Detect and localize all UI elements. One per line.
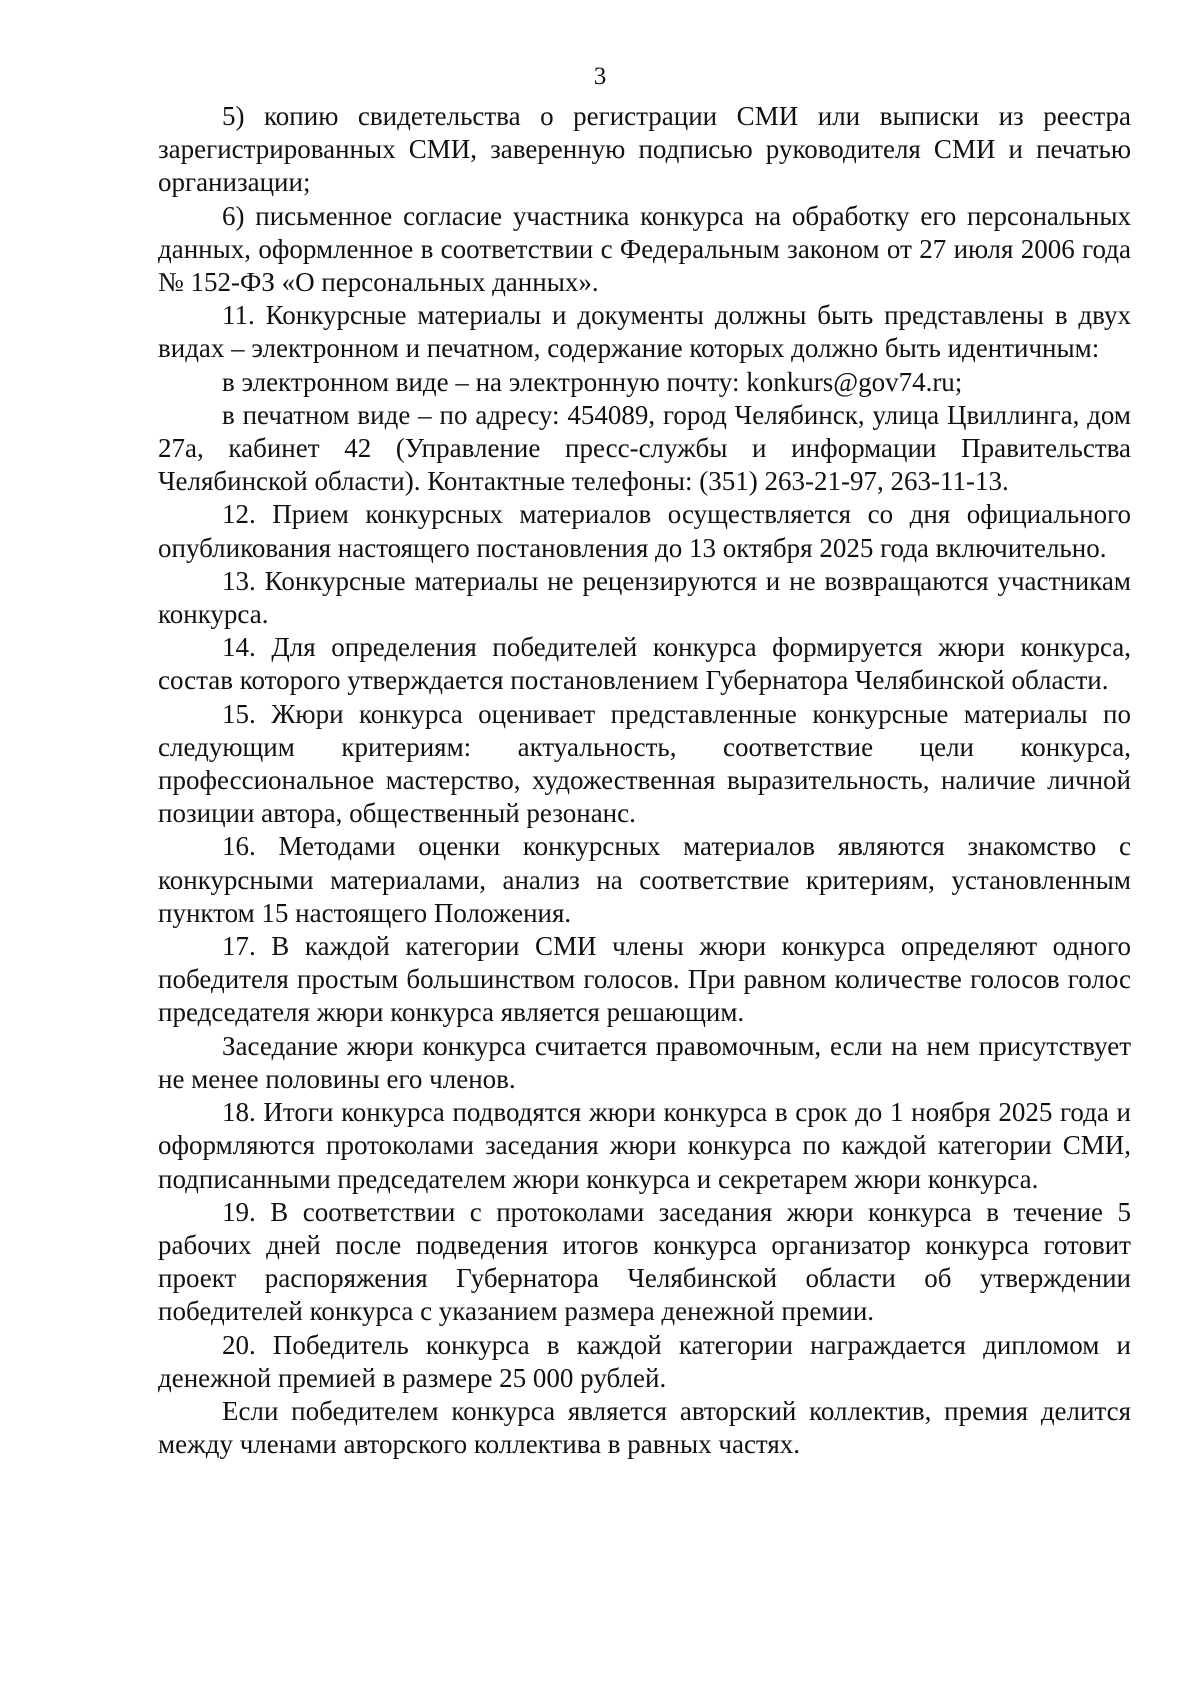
- paragraph-20-collective: Если победителем конкурса является авторский коллектив, премия делится между членами авторского коллектива в равных частях.: [158, 1395, 1131, 1460]
- paragraph-14: 14. Для определения победителей конкурса формируется жюри конкурса, состав которого утверждается постановлением Губернатора Челябинской области.: [158, 632, 1131, 696]
- paragraph-19: 19. В соответствии с протоколами заседания жюри конкурса в течение 5 рабочих дней после подведения итогов конкурса организатор конкурса готовит проект распоряжения Губернатора Челябинской области об утверждении победителей конкурса с указанием размера денежной премии.: [158, 1196, 1131, 1327]
- page-number: 3: [593, 63, 607, 90]
- paragraph-item-6: 6) письменное согласие участника конкурса на обработку его персональных данных, оформленное в соответствии с Федеральным законом от 27 июля 2006 года № 152-ФЗ «О персональных данных».: [158, 200, 1131, 298]
- paragraph-17: 17. В каждой категории СМИ члены жюри конкурса определяют одного победителя простым большинством голосов. При равном количестве голосов голос председателя жюри конкурса является решающим.: [158, 931, 1131, 1028]
- paragraph-17-quorum: Заседание жюри конкурса считается правомочным, если на нем присутствует не менее половины его членов.: [158, 1030, 1131, 1094]
- paragraph-11-print: в печатном виде – по адресу: 454089, город Челябинск, улица Цвиллинга, дом 27а, кабинет 42 (Управление пресс-службы и информации Правительства Челябинской области). Контактные телефоны: (351) 263-21-97, 263-11-13.: [158, 399, 1131, 497]
- paragraph-11: 11. Конкурсные материалы и документы должны быть представлены в двух видах – электронном и печатном, содержание которых должно быть идентичным:: [158, 300, 1131, 364]
- paragraph-13: 13. Конкурсные материалы не рецензируются и не возвращаются участникам конкурса.: [158, 565, 1131, 630]
- paragraph-item-5: 5) копию свидетельства о регистрации СМИ или выписки из реестра зарегистрированных СМИ, заверенную подписью руководителя СМИ и печатью организации;: [158, 101, 1131, 198]
- paragraph-15: 15. Жюри конкурса оценивает представленные конкурсные материалы по следующим критериям: актуальность, соответствие цели конкурса, профессиональное мастерство, художественная выразительность, наличие личной позиции автора, общественный резонанс.: [158, 698, 1131, 829]
- document-body: [158, 100, 1131, 1461]
- paragraph-18: 18. Итоги конкурса подводятся жюри конкурса в срок до 1 ноября 2025 года и оформляются протоколами заседания жюри конкурса по каждой категории СМИ, подписанными председателем жюри конкурса и секретарем жюри конкурса.: [158, 1097, 1131, 1194]
- paragraph-20: 20. Победитель конкурса в каждой категории награждается дипломом и денежной премией в размере 25 000 рублей.: [158, 1329, 1131, 1393]
- paragraph-12: 12. Прием конкурсных материалов осуществляется со дня официального опубликования настоящего постановления до 13 октября 2025 года включительно.: [158, 499, 1131, 563]
- paragraph-11-electronic: в электронном виде – на электронную почту: konkurs@gov74.ru;: [222, 366, 963, 397]
- paragraph-16: 16. Методами оценки конкурсных материалов являются знакомство с конкурсными материалами, анализ на соответствие критериям, установленным пунктом 15 настоящего Положения.: [158, 831, 1131, 928]
